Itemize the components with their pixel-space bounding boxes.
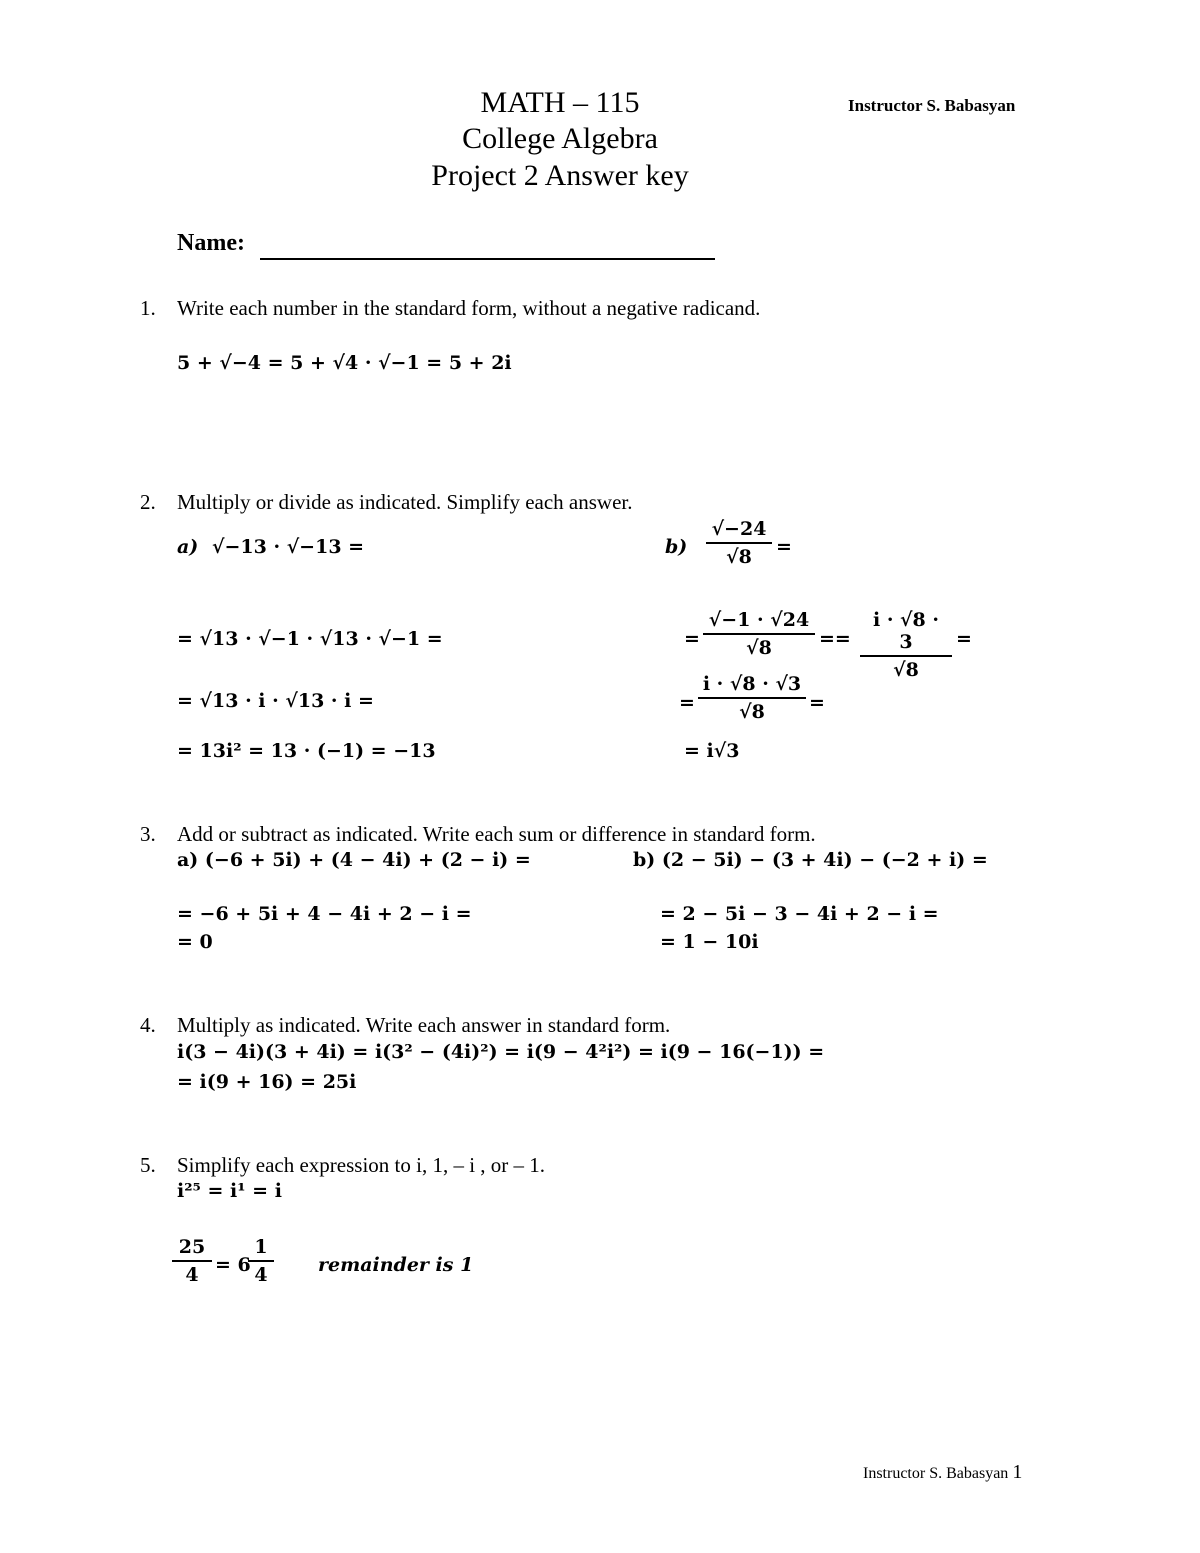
q2b-fraction-2 (860, 609, 952, 681)
q2a-step0: √−13 · √−13 = (212, 536, 365, 558)
q5-prompt: Simplify each expression to i, 1, – i , or – 1. (177, 1153, 546, 1177)
q4-prompt: Multiply as indicated. Write each answer in standard form. (177, 1013, 671, 1037)
q2b-fraction-0 (706, 518, 772, 568)
q3b-step2: = 1 − 10i (660, 931, 759, 953)
q2b-fraction-1 (703, 609, 815, 659)
q1-answer: 5 + √−4 = 5 + √4 · √−1 = 5 + 2i (177, 352, 512, 374)
name-label: Name: (177, 230, 245, 256)
q5-remainder: remainder is 1 (318, 1254, 474, 1276)
q3a-step1: = −6 + 5i + 4 − 4i + 2 − i = (177, 903, 472, 925)
q2a-step2: = √13 · i · √13 · i = (177, 690, 374, 712)
q5-mixed-denominator: 4 (254, 1264, 268, 1286)
q5-equals-whole: = 6 (215, 1254, 251, 1276)
q1-number: 1. (140, 296, 156, 320)
q1-prompt: Write each number in the standard form, without a negative radicand. (177, 296, 761, 320)
q2a-step1: = √13 · √−1 · √13 · √−1 = (177, 628, 443, 650)
q4-step1: i(3 − 4i)(3 + 4i) = i(3² − (4i)²) = i(9 − 4²i²) = i(9 − 16(−1)) = (177, 1041, 825, 1063)
q2b-fraction-3-numerator: i · √8 · √3 (698, 673, 806, 699)
q5-step1: i²⁵ = i¹ = i (177, 1180, 282, 1202)
name-field-line[interactable] (260, 258, 715, 260)
q4-number: 4. (140, 1013, 156, 1037)
q5-number: 5. (140, 1153, 156, 1177)
q2b-double-equals: == (819, 628, 851, 650)
q2b-equals-0: = (776, 536, 792, 558)
instructor-name: Instructor S. Babasyan (848, 96, 1016, 115)
q3-prompt: Add or subtract as indicated. Write each sum or difference in standard form. (177, 822, 816, 846)
q2-number: 2. (140, 490, 156, 514)
q3b-step1: = 2 − 5i − 3 − 4i + 2 − i = (660, 903, 939, 925)
course-title: MATH – 115 (480, 86, 640, 119)
q2b-equals-pre-1: = (684, 628, 700, 650)
q2b-fraction-2-denominator: √8 (893, 659, 919, 681)
footer-instructor: Instructor S. Babasyan (863, 1465, 1009, 1482)
q3a-step2: = 0 (177, 931, 213, 953)
q2a-step3: = 13i² = 13 · (−1) = −13 (177, 740, 436, 762)
q2b-fraction-3-denominator: √8 (739, 701, 765, 723)
q5-mixed-numerator: 1 (248, 1236, 274, 1262)
page-footer (863, 1461, 1022, 1484)
q2-prompt: Multiply or divide as indicated. Simplify each answer. (177, 490, 633, 514)
q2b-fraction-1-numerator: √−1 · √24 (703, 609, 815, 635)
q2b-fraction-2-numerator: i · √8 · 3 (860, 609, 952, 657)
q5-mixed-fraction (248, 1236, 274, 1286)
q2b-fraction-0-numerator: √−24 (706, 518, 772, 544)
q3a-step0: a) (−6 + 5i) + (4 − 4i) + (2 − i) = (177, 849, 531, 871)
q2b-equals-3: = (809, 692, 825, 714)
q5-fraction-denominator: 4 (185, 1264, 199, 1286)
q5-fraction (172, 1236, 212, 1286)
q2b-fraction-1-denominator: √8 (746, 637, 772, 659)
q2b-final: = i√3 (684, 740, 740, 762)
project-title: Project 2 Answer key (431, 159, 689, 192)
course-subtitle: College Algebra (462, 122, 658, 155)
q5-fraction-numerator: 25 (172, 1236, 212, 1262)
q4-step2: = i(9 + 16) = 25i (177, 1071, 357, 1093)
q3-number: 3. (140, 822, 156, 846)
q2b-fraction-3 (698, 673, 806, 723)
q2b-equals-pre-3: = (679, 692, 695, 714)
q2a-label: a) (177, 536, 199, 558)
q2b-fraction-0-denominator: √8 (726, 546, 752, 568)
page-number: 1 (1012, 1461, 1023, 1483)
q3b-step0: b) (2 − 5i) − (3 + 4i) − (−2 + i) = (633, 849, 988, 871)
q2b-label: b) (665, 536, 688, 558)
q2b-equals-2: = (956, 628, 972, 650)
